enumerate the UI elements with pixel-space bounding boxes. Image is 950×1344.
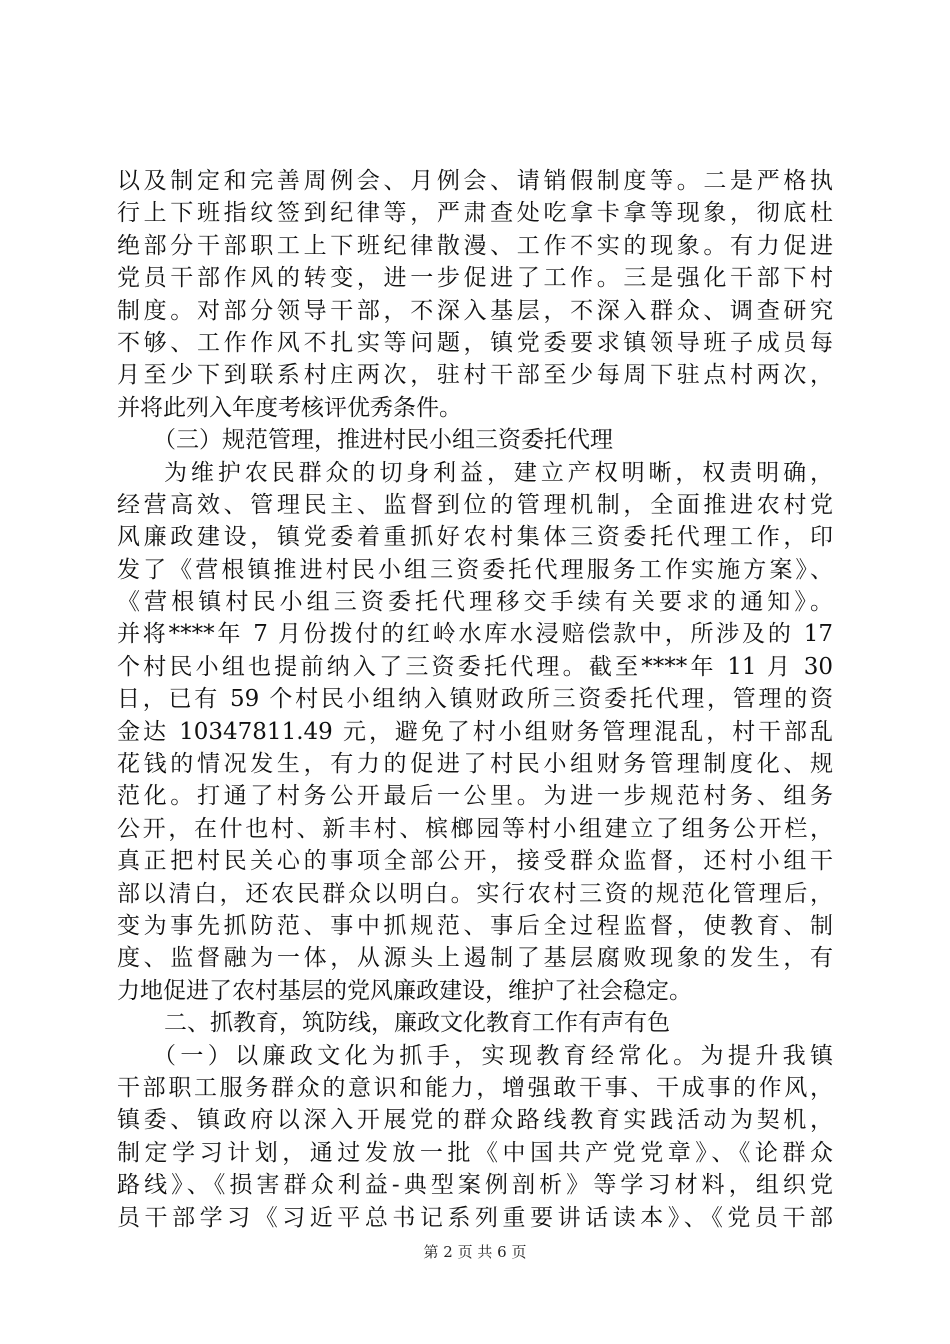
text-line: 制定学习计划，通过发放一批《中国共产党党章》、《论群众 [117,1139,833,1166]
section-heading: 二、抓教育，筑防线，廉政文化教育工作有声有色 [164,1010,670,1037]
text-line: 部以清白，还农民群众以明白。实行农村三资的规范化管理后， [117,880,833,907]
text-line: 月至少下到联系村庄两次，驻村干部至少每周下驻点村两次， [117,362,833,389]
text-line: 干部职工服务群众的意识和能力，增强敢干事、干成事的作风， [117,1074,833,1101]
text-line: （一）以廉政文化为抓手，实现教育经常化。为提升我镇 [153,1042,833,1069]
body-text [117,165,833,1234]
text-line: 镇委、镇政府以深入开展党的群众路线教育实践活动为契机， [117,1107,833,1134]
text-line: 个村民小组也提前纳入了三资委托代理。截至****年 11 月 30 [117,653,833,680]
text-line: 以及制定和完善周例会、月例会、请销假制度等。二是严格执 [117,168,833,194]
text-line: 金达 10347811.49 元，避免了村小组财务管理混乱，村干部乱 [117,718,833,745]
text-line: 经营高效、管理民主、监督到位的管理机制，全面推进农村党 [117,491,833,518]
text-line: 力地促进了农村基层的党风廉政建设，维护了社会稳定。 [117,977,692,1004]
text-line: 度、监督融为一体，从源头上遏制了基层腐败现象的发生，有 [117,945,833,972]
text-line: 员干部学习《习近平总书记系列重要讲话读本》、《党员干部 [117,1204,833,1231]
text-line: 《营根镇村民小组三资委托代理移交手续有关要求的通知》。 [117,589,833,616]
text-line: 变为事先抓防范、事中抓规范、事后全过程监督，使教育、制 [117,912,833,939]
text-line: 日，已有 59 个村民小组纳入镇财政所三资委托代理，管理的资 [117,686,833,713]
text-line: 制度。对部分领导干部，不深入基层，不深入群众、调查研究 [117,297,833,324]
text-line: 发了《营根镇推进村民小组三资委托代理服务工作实施方案》、 [117,556,833,583]
text-line: 公开，在什也村、新丰村、槟榔园等村小组建立了组务公开栏， [117,815,833,842]
section-heading: （三）规范管理，推进村民小组三资委托代理 [153,427,613,454]
text-line: 为维护农民群众的切身利益，建立产权明晰，权责明确， [164,459,833,486]
text-line: 不够、工作作风不扎实等问题，镇党委要求镇领导班子成员每 [117,329,833,356]
text-line: 党员干部作风的转变，进一步促进了工作。三是强化干部下村 [117,265,833,292]
text-line: 范化。打通了村务公开最后一公里。为进一步规范村务、组务 [117,783,833,810]
text-line: 绝部分干部职工上下班纪律散漫、工作不实的现象。有力促进 [117,232,833,259]
text-line: 真正把村民关心的事项全部公开，接受群众监督，还村小组干 [117,848,833,875]
text-line: 行上下班指纹签到纪律等，严肃查处吃拿卡拿等现象，彻底杜 [117,200,833,227]
text-line: 花钱的情况发生，有力的促进了村民小组财务管理制度化、规 [117,751,833,778]
text-line: 并将****年 7 月份拨付的红岭水库水浸赔偿款中，所涉及的 17 [117,621,833,648]
page-number-footer: 第 2 页 共 6 页 [423,1243,527,1261]
text-line: 风廉政建设，镇党委着重抓好农村集体三资委托代理工作，印 [117,524,833,551]
text-line: 并将此列入年度考核评优秀条件。 [117,394,462,421]
text-line: 路线》、《损害群众利益-典型案例剖析》等学习材料，组织党 [117,1172,833,1199]
